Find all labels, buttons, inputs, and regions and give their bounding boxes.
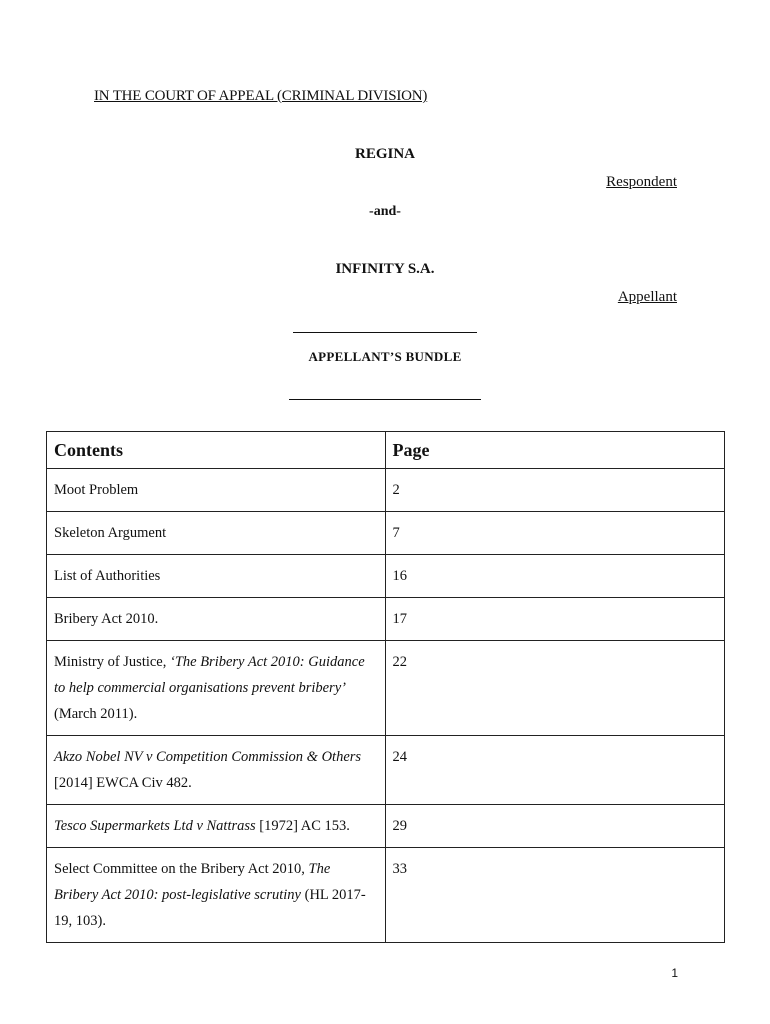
- row-title: Moot Problem: [47, 469, 386, 512]
- row-page: 2: [385, 469, 724, 512]
- row-title-italic: Tesco Supermarkets Ltd v Nattrass: [54, 818, 256, 834]
- row-title: [47, 736, 386, 805]
- bundle-title: APPELLANT’S BUNDLE: [308, 349, 462, 364]
- table-row: [47, 598, 725, 641]
- row-title-part: Select Committee on the Bribery Act 2010,: [54, 861, 309, 877]
- contents-table: [46, 431, 725, 943]
- row-page: 17: [385, 598, 724, 641]
- divider-bottom: [289, 399, 481, 400]
- court-heading: IN THE COURT OF APPEAL (CRIMINAL DIVISION): [94, 88, 428, 104]
- row-page: 24: [385, 736, 724, 805]
- row-title-part: (March 2011).: [54, 706, 138, 722]
- role-respondent: Respondent: [606, 174, 677, 190]
- row-page: 7: [385, 512, 724, 555]
- role-appellant: Appellant: [617, 289, 677, 305]
- party-regina: REGINA: [354, 146, 415, 162]
- row-title-part: Ministry of Justice,: [54, 654, 170, 670]
- party-infinity: INFINITY S.A.: [335, 261, 435, 277]
- table-row: [47, 848, 725, 943]
- table-row: [47, 469, 725, 512]
- row-page: 16: [385, 555, 724, 598]
- row-title-italic: The Bribery Act 2010: post-legislative scrutiny: [54, 861, 331, 903]
- row-page: 33: [385, 848, 724, 943]
- column-header-contents: Contents: [47, 432, 386, 469]
- row-page: 29: [385, 805, 724, 848]
- and-separator: -and-: [369, 204, 401, 219]
- table-row: [47, 805, 725, 848]
- table-row: [47, 736, 725, 805]
- row-title-italic: ‘The Bribery Act 2010: Guidance to help commercial organisations prevent bribery’: [54, 654, 365, 696]
- row-title-italic: Akzo Nobel NV v Competition Commission & Others: [54, 749, 362, 765]
- table-header-row: [47, 432, 725, 469]
- row-title: [47, 805, 386, 848]
- table-row: [47, 641, 725, 736]
- row-page: 22: [385, 641, 724, 736]
- row-title: [47, 641, 386, 736]
- divider-top: [293, 332, 477, 333]
- row-title: List of Authorities: [47, 555, 386, 598]
- row-title: [47, 848, 386, 943]
- row-title-part: (HL 2017-19, 103).: [54, 887, 366, 929]
- table-row: [47, 512, 725, 555]
- table-row: [47, 555, 725, 598]
- row-title-part: [1972] AC 153.: [255, 818, 350, 834]
- row-title: Bribery Act 2010.: [47, 598, 386, 641]
- column-header-page: Page: [385, 432, 724, 469]
- row-title: Skeleton Argument: [47, 512, 386, 555]
- row-title-part: [2014] EWCA Civ 482.: [54, 775, 192, 791]
- page-number: 1: [671, 966, 678, 980]
